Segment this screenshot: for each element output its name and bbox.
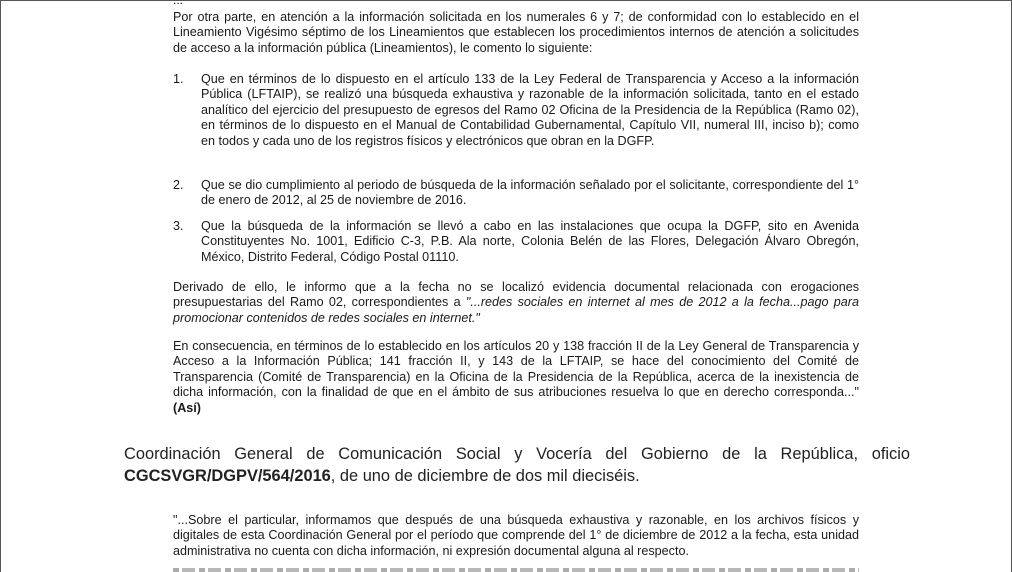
list-item-text: Que se dio cumplimiento al periodo de búsqueda de la información señalado por el solicitante, correspondiente del 1° de enero de 2012, al 25 de noviembre de 2016. [201,178,859,208]
list-item [173,178,859,209]
top-ellipsis: ... [173,0,184,7]
heading-text-before: Coordinación General de Comunicación Social y Vocería del Gobierno de la República, oficio [124,445,910,463]
consecuencia-bold: (Así) [173,400,201,415]
list-item-number: 3. [173,219,184,233]
intro-text: Por otra parte, en atención a la información solicitada en los numerales 6 y 7; de conformidad con lo establecido en el Lineamiento Vigésimo séptimo de los Lineamientos que establecen los procedimientos internos de atención a solicitudes de acceso a la información pública (Lineamientos), le comento lo siguiente: [173,10,859,55]
cutoff-line [173,565,859,572]
page-border-left [0,0,1,572]
list-item-text: Que en términos de lo dispuesto en el artículo 133 de la Ley Federal de Transparencia y Acceso a la información Pública (LFTAIP), se realizó una búsqueda exhaustiva y razonable de la información solicitada, tanto en el estado analítico del ejercicio del presupuesto de egresos del Ramo 02 Oficina de la Presidencia de la República (Ramo 02), en términos de lo dispuesto en el Manual de Contabilidad Gubernamental, Capítulo VII, numeral III, inciso b); como en todos y cada uno de los registros físicos y electrónicos que obran en la DGFP. [201,72,859,148]
list-item-number: 2. [173,178,184,192]
list-item [173,219,859,265]
consecuencia-text: En consecuencia, en términos de lo establecido en los artículos 20 y 138 fracción II de la Ley General de Transparencia y Acceso a la Información Pública; 141 fracción II, y 143 de la LFTAIP, se hace del conocimiento del Comité de Transparencia (Comité de Transparencia) en la Oficina de la Presidencia de la República, acerca de la inexistencia de dicha información, con la finalidad de que en el ámbito de sus atribuciones resuelva lo que en derecho corresponda..." [173,339,859,400]
list-item-text: Que la búsqueda de la información se llevó a cabo en las instalaciones que ocupa la DGFP, sito en Avenida Constituyentes No. 1001, Edificio C-3, P.B. Ala norte, Colonia Belén de las Flores, Delegación Álvaro Obregón, México, Distrito Federal, Código Postal 01110. [201,219,859,264]
coordinacion-quote [173,513,859,559]
derivado-text: Derivado de ello, le informo que a la fecha no se localizó evidencia documental relacionada con erogaciones presupuestarias del Ramo 02, correspondientes a [173,280,859,310]
consecuencia-paragraph [173,339,859,416]
derivado-quote: "...redes sociales en internet al mes de 2012 a la fecha...pago para promocionar contenidos de redes sociales en internet." [173,295,859,325]
list-item-number: 1. [173,72,184,86]
coordinacion-quote-text: "...Sobre el particular, informamos que después de una búsqueda exhaustiva y razonable, en los archivos físicos y digitales de esta Coordinación General por el período que comprende del 1° de diciembre de 2012 a la fecha, esta unidad administrativa no cuenta con dicha información, ni expresión documental alguna al respecto. [173,513,859,558]
page-border-top [0,0,1012,1]
heading-oficio-number: CGCSVGR/DGPV/564/2016 [124,467,331,485]
intro-paragraph [173,10,859,56]
heading-text-after: , de uno de diciembre de dos mil dieciséis. [330,467,640,485]
list-item [173,72,859,149]
coordinacion-heading [124,443,910,487]
derivado-paragraph [173,280,859,326]
